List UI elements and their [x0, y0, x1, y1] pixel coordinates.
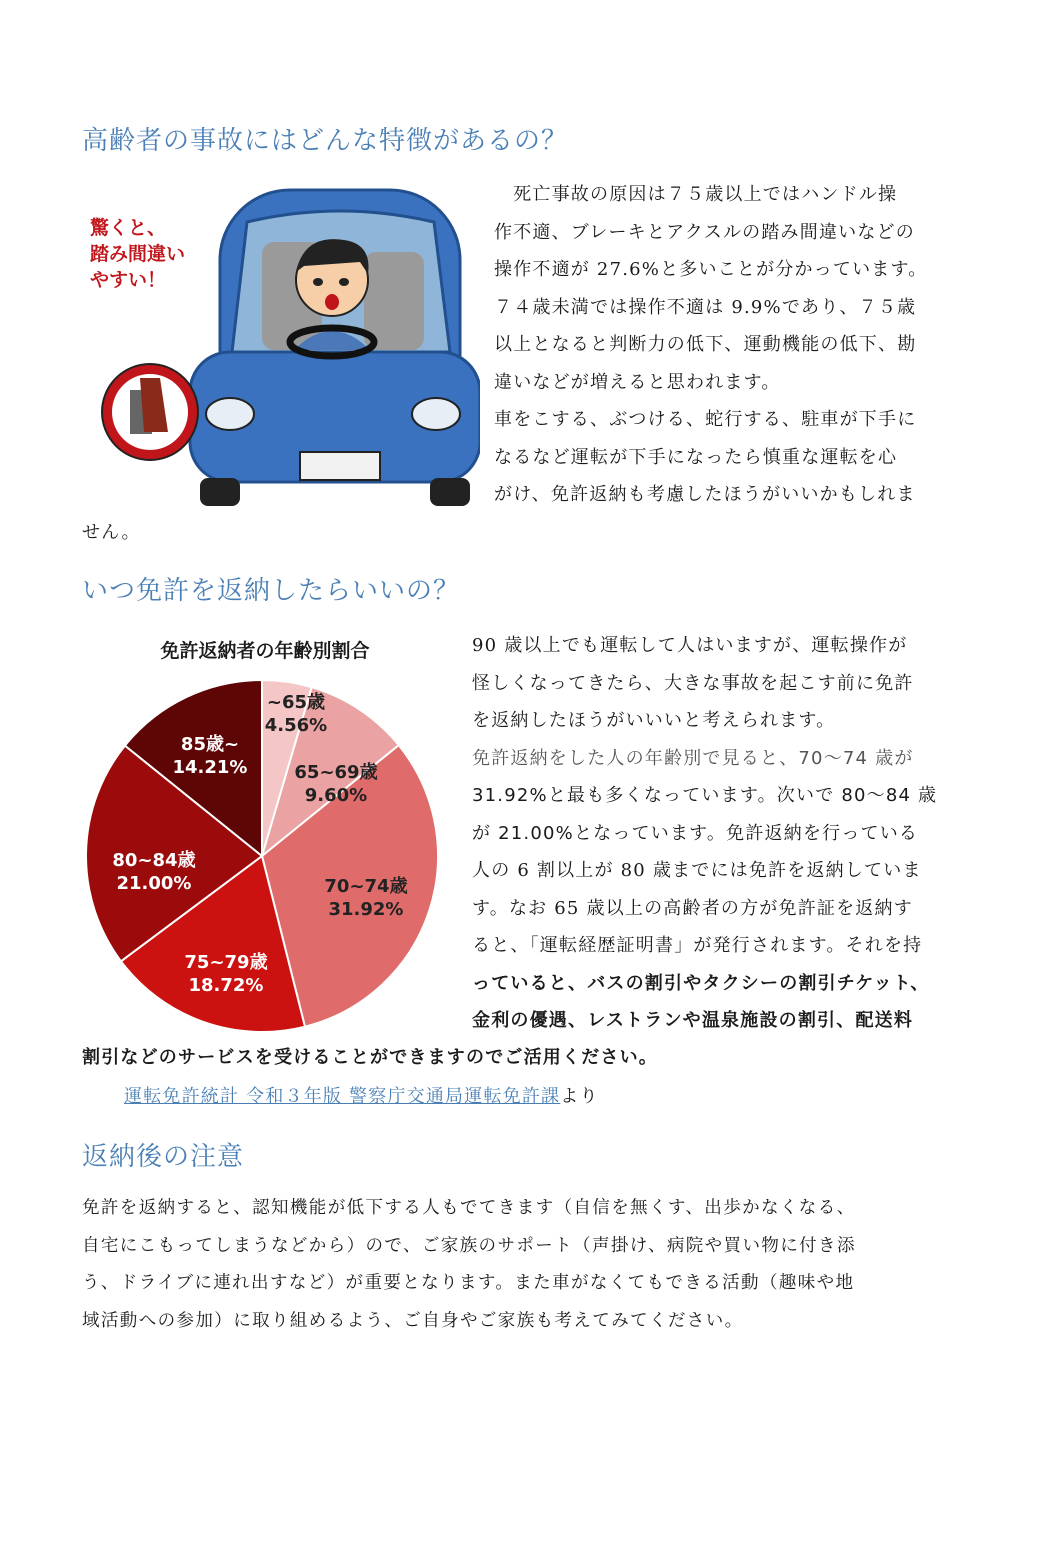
s1-line: 作不適、ブレーキとアクスルの踏み間違いなどの [494, 221, 915, 243]
pie-category-label-1: 65~69歳 [294, 762, 378, 783]
pie-category-label-2: 70~74歳 [324, 876, 408, 897]
s2-line: 31.92%と最も多くなっています。次いで 80〜84 歳 [472, 785, 938, 806]
s2-line: を返納したほうがいいいと考えられます。 [472, 710, 836, 731]
s1-line: 以上となると判断力の低下、運動機能の低下、勘 [494, 334, 917, 355]
s3-line: 免許を返納すると、認知機能が低下する人もでてきます（自信を無くす、出歩かなくなる、 [82, 1198, 856, 1218]
s2-line: 免許返納をした人の年齢別で見ると、70〜74 歳が [472, 747, 914, 769]
section3-body [82, 1190, 856, 1340]
pie-value-label-1: 9.60% [304, 785, 368, 806]
pie-category-label-4: 80~84歳 [112, 850, 196, 871]
section1-tail: せん。 [82, 522, 141, 543]
pie-value-label-0: 4.56% [264, 715, 328, 736]
s2-line: が 21.00%となっています。免許返納を行っている [472, 822, 919, 844]
pie-value-label-2: 31.92% [328, 899, 404, 920]
illust-caption-3: やすい！ [90, 269, 167, 291]
s1-line: 操作不適が 27.6%と多いことが分かっています。 [494, 259, 928, 280]
pie-category-label-3: 75~79歳 [184, 952, 268, 973]
section2-tail: 割引などのサービスを受けることができますのでご活用ください。 [82, 1047, 658, 1068]
s1-line: がけ、免許返納も考慮したほうがいいかもしれま [494, 484, 916, 505]
s2-line: 怪しくなってきたら、大きな事故を起こす前に免許 [472, 672, 914, 694]
pie-value-label-4: 21.00% [116, 873, 192, 894]
s2-line: 金利の優遇、レストランや温泉施設の割引、配送料 [472, 1010, 914, 1031]
s1-line: 死亡事故の原因は７５歳以上ではハンドル操 [494, 184, 898, 205]
section1-heading: 高齢者の事故にはどんな特徴があるの？ [82, 126, 569, 156]
source-citation [124, 1078, 599, 1116]
section1-body [494, 176, 927, 514]
pie-value-label-3: 18.72% [188, 975, 264, 996]
s2-line: ると、「運転経歴証明書」が発行されます。それを持 [472, 935, 923, 956]
chart-title: 免許返納者の年齢別割合 [160, 640, 370, 662]
pie-category-label-0: ~65歳 [266, 692, 326, 713]
pie-category-label-5: 85歳~ [180, 734, 240, 755]
pie-value-label-5: 14.21% [172, 757, 248, 778]
s1-line: なるなど運転が下手になったら慎重な運転を心 [494, 446, 898, 468]
section2-body [472, 627, 937, 1040]
source-link[interactable]: 運転免許統計 令和３年版 警察庁交通局運転免許課 [124, 1086, 561, 1107]
s2-line: す。なお 65 歳以上の高齢者の方が免許証を返納す [472, 897, 913, 919]
illust-caption-2: 踏み間違い [90, 243, 186, 265]
s1-line: ７４歳未満では操作不適は 9.9%であり、７５歳 [494, 296, 917, 318]
s2-line: 90 歳以上でも運転して人はいますが、運転操作が [472, 635, 908, 656]
s3-line: 自宅にこもってしまうなどから）ので、ご家族のサポート（声掛け、病院や買い物に付き添 [82, 1235, 856, 1256]
s2-line: 人の 6 割以上が 80 歳までには免許を返納していま [472, 860, 922, 881]
age-distribution-pie-chart [82, 668, 452, 1048]
s3-line: 域活動への参加）に取り組めるよう、ご自身やご家族も考えてみてください。 [82, 1310, 744, 1331]
driver-panic-illustration [82, 182, 480, 518]
s3-line: う、ドライブに連れ出すなど）が重要となります。また車がなくてもできる活動（趣味や地 [82, 1273, 855, 1293]
source-suffix: より [560, 1086, 599, 1107]
illust-caption-1: 驚くと、 [90, 217, 167, 239]
s1-line: 車をこする、ぶつける、蛇行する、駐車が下手に [494, 409, 917, 430]
s1-line: 違いなどが増えると思われます。 [494, 371, 781, 393]
section2-heading: いつ免許を返納したらいいの？ [82, 576, 461, 606]
s2-line: っていると、バスの割引やタクシーの割引チケット、 [472, 972, 930, 994]
section3-heading: 返納後の注意 [82, 1142, 245, 1172]
